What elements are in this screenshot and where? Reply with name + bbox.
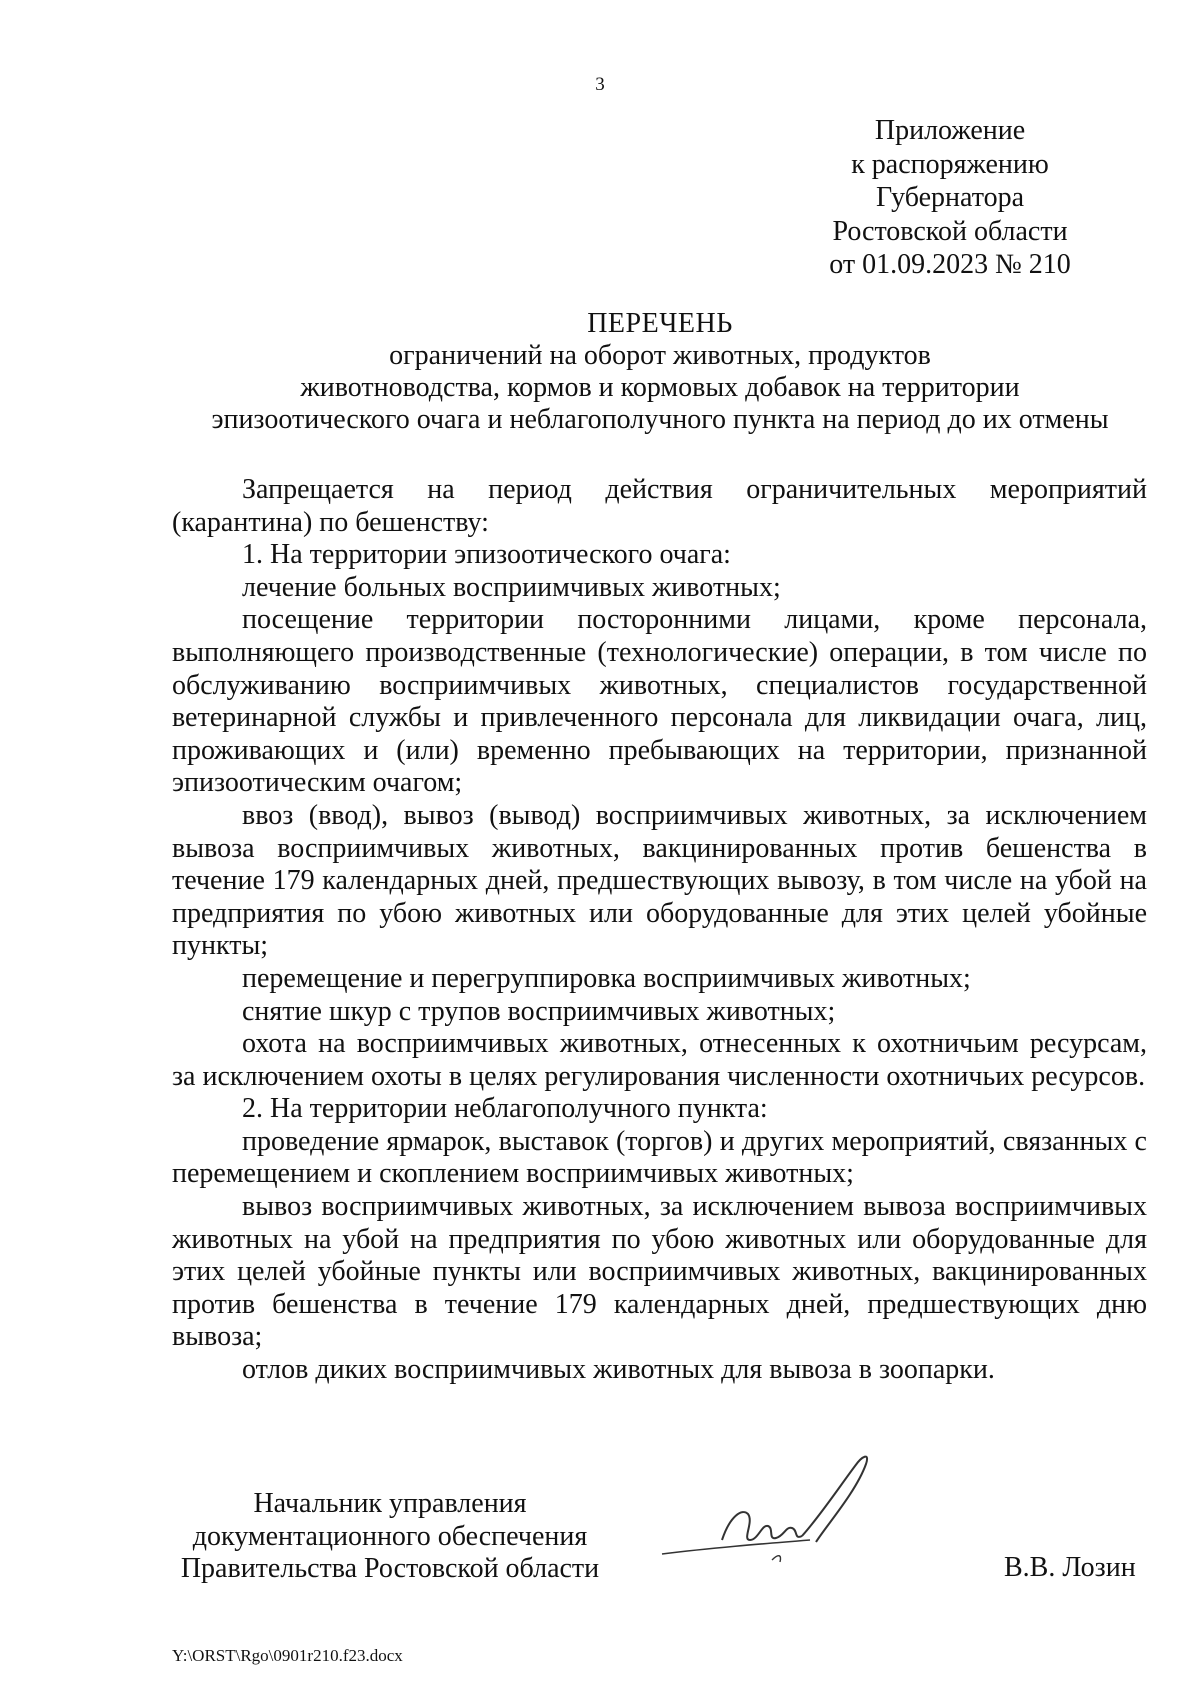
list-item: ввоз (ввод), вывоз (вывод) восприимчивых животных, за исключением вывоза восприимчивых животных, вакцинированных против бешенства в течение 179 календарных дней, предшествующих вывозу, в том числе на убой на предприятия по убою животных или оборудованные для этих целей убойные пункты;: [172, 799, 1147, 962]
appendix-line: к распоряжению: [851, 148, 1049, 180]
appendix-line: от 01.09.2023 № 210: [829, 249, 1071, 280]
signatory-name: В.В. Лозин: [1004, 1552, 1136, 1583]
subtitle-line: эпизоотического очага и неблагополучного пункта на период до их отмены: [211, 404, 1109, 435]
page-number: 3: [595, 74, 605, 95]
intro-paragraph: Запрещается на период действия ограничительных мероприятий (карантина) по бешенству:: [172, 474, 1147, 538]
signatory-title-line: Правительства Ростовской области: [180, 1553, 600, 1584]
document-title: ПЕРЕЧЕНЬ: [587, 308, 733, 339]
list-item: вывоз восприимчивых животных, за исключением вывоза восприимчивых животных на убой на предприятия по убою животных или оборудованные для этих целей убойные пункты или восприимчивых животных, вакцинированных против бешенства в течение 179 календарных дней, предшествующих дню вывоза;: [172, 1191, 1147, 1353]
signatory-title-line: Начальник управления: [253, 1488, 527, 1519]
subtitle-line: ограничений на оборот животных, продуктов: [389, 340, 931, 371]
document-body: [172, 474, 1147, 1387]
list-item: перемещение и перегруппировка восприимчивых животных;: [242, 962, 971, 994]
signatory-title: [170, 1488, 610, 1586]
list-item: отлов диких восприимчивых животных для вывоза в зоопарки.: [242, 1354, 995, 1386]
appendix-line: Губернатора: [875, 182, 1025, 213]
list-item: проведение ярмарок, выставок (торгов) и других мероприятий, связанных с перемещением и скоплением восприимчивых животных;: [172, 1125, 1147, 1190]
signatory-title-line: документационного обеспечения: [192, 1520, 588, 1552]
appendix-line: Приложение: [874, 115, 1026, 146]
list-item: лечение больных восприимчивых животных;: [242, 571, 781, 603]
file-path: Y:\ORST\Rgo\0901r210.f23.docx: [172, 1646, 403, 1665]
list-item: снятие шкур с трупов восприимчивых животных;: [242, 995, 836, 1027]
title-block: [120, 308, 1200, 436]
appendix-block: [800, 114, 1100, 282]
appendix-line: Ростовской области: [832, 215, 1068, 247]
list-item: посещение территории посторонними лицами, кроме персонала, выполняющего производственные (технологические) операции, в том числе по обслуживанию восприимчивых животных, специалистов государственной ветеринарной службы и привлеченного персонала для ликвидации очага, лиц, проживающих и (или) временно пребывающих на территории, признанной эпизоотическим очагом;: [172, 604, 1147, 799]
section-heading: 1. На территории эпизоотического очага:: [242, 539, 731, 571]
section-heading: 2. На территории неблагополучного пункта:: [242, 1093, 768, 1125]
handwritten-signature: [650, 1436, 950, 1586]
subtitle-line: животноводства, кормов и кормовых добавок на территории: [300, 372, 1020, 403]
list-item: охота на восприимчивых животных, отнесенных к охотничьим ресурсам, за исключением охоты в целях регулирования численности охотничьих ресурсов.: [172, 1028, 1147, 1092]
